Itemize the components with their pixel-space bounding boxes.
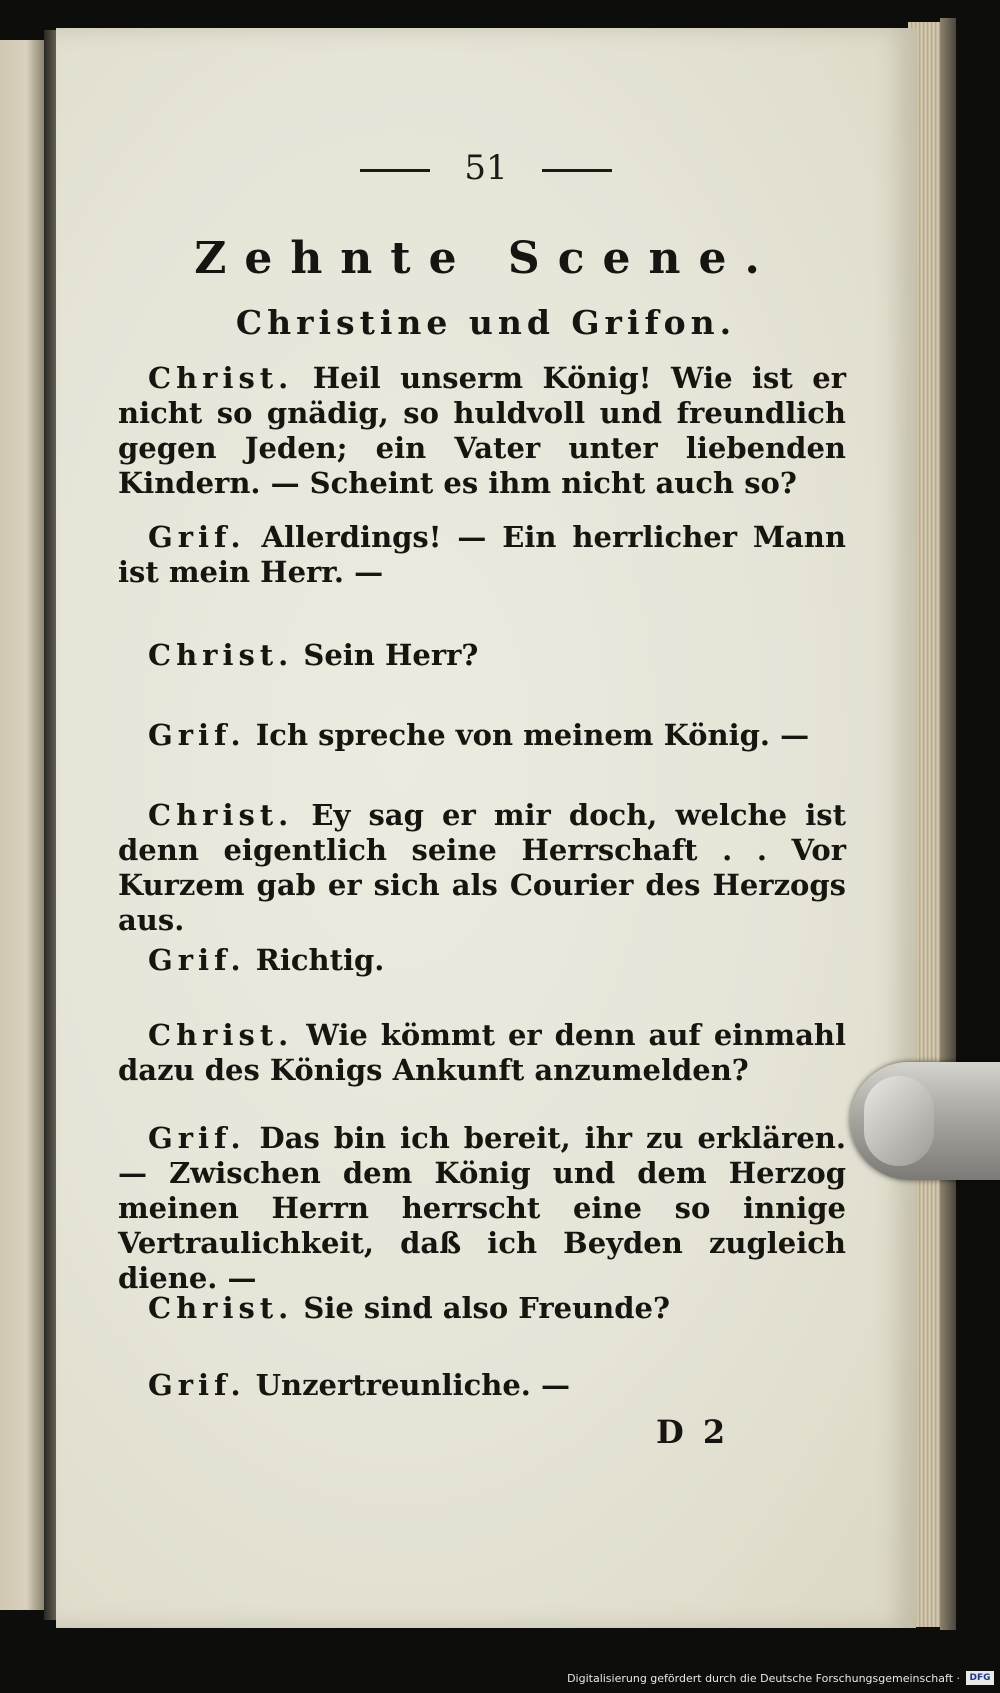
speaker: Grif. (148, 520, 246, 554)
book-cover-edge (940, 18, 956, 1630)
speaker: Christ. (148, 638, 294, 672)
line-text: Allerdings! — Ein herrlicher Mann ist mein Herr. — (118, 520, 846, 589)
page-number: 51 (464, 148, 508, 188)
speaker: Grif. (148, 1121, 246, 1155)
footer-credit: Digitalisierung gefördert durch die Deutsche Forschungsgemeinschaft · (567, 1672, 960, 1685)
speaker: Christ. (148, 361, 294, 395)
dialogue-line (118, 1018, 846, 1088)
speaker: Christ. (148, 1291, 294, 1325)
page-number-line (56, 148, 916, 188)
left-rule (360, 169, 430, 172)
dialogue-line (118, 361, 846, 501)
speaker: Grif. (148, 1368, 246, 1402)
dialogue-line (118, 718, 846, 753)
dfg-logo: DFG (966, 1671, 994, 1685)
dialogue-line (118, 1121, 846, 1296)
line-text: Sein Herr? (303, 638, 479, 672)
speaker: Grif. (148, 943, 246, 977)
scene-characters: Christine und Grifon. (235, 303, 737, 342)
scene-title: Zehnte Scene. (194, 233, 778, 284)
dialogue-line (118, 1368, 846, 1403)
line-text: Richtig. (255, 943, 385, 977)
line-text: Ey sag er mir doch, welche ist denn eigentlich seine Herrschaft . . Vor Kurzem gab er sich als Courier des Herzogs aus. (118, 798, 846, 937)
line-text: Heil unserm König! Wie ist er nicht so gnädig, so huldvoll und freundlich gegen Jeden; ein Vater unter liebenden Kindern. — Scheint es ihm nicht auch so? (118, 361, 846, 500)
book-page (56, 28, 916, 1628)
dialogue-line (118, 943, 846, 978)
line-text: Unzertreunliche. — (255, 1368, 571, 1402)
speaker: Christ. (148, 798, 294, 832)
dialogue-line (118, 520, 846, 590)
right-rule (542, 169, 612, 172)
line-text: Ich spreche von meinem König. — (255, 718, 810, 752)
clip-highlight (864, 1076, 934, 1166)
facing-page-edge (0, 40, 44, 1610)
page-clip (850, 1062, 1000, 1180)
dialogue-line (118, 1291, 846, 1326)
speaker: Grif. (148, 718, 246, 752)
signature-mark: D 2 (656, 1413, 730, 1451)
dialogue-line (118, 798, 846, 938)
dialogue-line (118, 638, 846, 673)
line-text: Sie sind also Freunde? (303, 1291, 670, 1325)
speaker: Christ. (148, 1018, 294, 1052)
line-text: Das bin ich bereit, ihr zu erklären. — Zwischen dem König und dem Herzog meinen Herrn herrscht eine so innige Vertraulichkeit, daß ich Beyden zugleich diene. — (118, 1121, 846, 1295)
line-text: Wie kömmt er denn auf einmahl dazu des Königs Ankunft anzumelden? (118, 1018, 846, 1087)
